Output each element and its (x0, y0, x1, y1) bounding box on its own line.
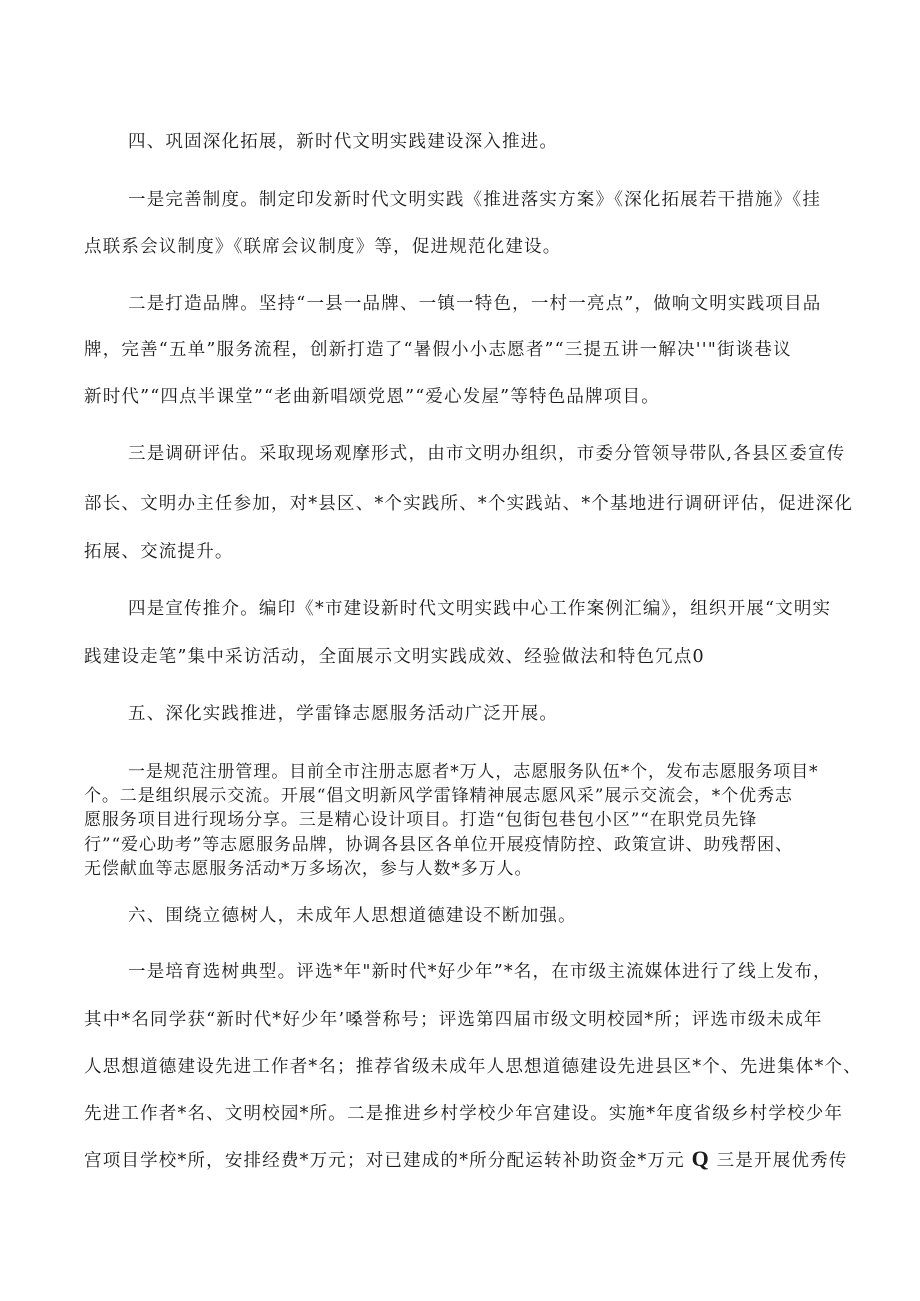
paragraph-line: 新时代”“四点半课堂”“老曲新唱颂党恩”“爱心发屋”等特色品牌项目。 (84, 387, 660, 407)
line-text: 宫项目学校*所，安排经费*万元；对已建成的*所分配运转补助资金*万元 (84, 1151, 685, 1171)
stray-glyph: Q (691, 1146, 710, 1171)
paragraph-line (84, 1146, 848, 1172)
line-text: 三是开展优秀传 (716, 1151, 848, 1171)
paragraph-line: 一是完善制度。制定印发新时代文明实践《推进落实方案》《深化拓展若干措施》《挂 (128, 190, 822, 210)
paragraph-line: 部长、文明办主任参加，对*县区、*个实践所、*个实践站、*个基地进行调研评估，促进深化 (84, 494, 854, 514)
paragraph-line: 拓展、交流提升。 (84, 542, 234, 562)
section-heading-4: 四、巩固深化拓展，新时代文明实践建设深入推进。 (128, 132, 559, 152)
section-heading-5: 五、深化实践推进，学雷锋志愿服务活动广泛开展。 (128, 704, 559, 724)
paragraph-line: 三是调研评估。采取现场观摩形式，由市文明办组织，市委分管领导带队,各县区委宣传 (128, 444, 846, 464)
paragraph-line: 点联系会议制度》《联席会议制度》等，促进规范化建设。 (84, 237, 562, 257)
paragraph-line: 先进工作者*名、文明校园*所。二是推进乡村学校少年宫建设。实施*年度省级乡村学校少年 (84, 1104, 844, 1124)
paragraph-line: 一是规范注册管理。目前全市注册志愿者*万人，志愿服务队伍*个，发布志愿服务项目* (128, 762, 819, 782)
paragraph-line: 牌，完善“五单”服务流程，创新打造了“暑假小小志愿者”“三提五讲一解决''"街谈巷议 (84, 340, 792, 360)
paragraph-line: 无偿献血等志愿服务活动*万多场次，参与人数*多万人。 (84, 859, 533, 879)
paragraph-line: 其中*名同学获“新时代*好少年’嗓誉称号；评选第四届市级文明校园*所；评选市级未成年 (84, 1010, 823, 1030)
paragraph-line: 四是宣传推介。编印《*市建设新时代文明实践中心工作案例汇编》，组织开展“文明实 (128, 599, 832, 619)
paragraph-line: 行”“爱心助考”等志愿服务品牌，协调各县区各单位开展疫情防控、政策宣讲、助残帮困、 (84, 835, 793, 855)
paragraph-line: 愿服务项目进行现场分享。三是精心设计项目。打造“包街包巷包小区”“在职党员先锋 (84, 810, 758, 830)
paragraph-line: 一是培育选树典型。评选*年"新时代*好少年”*名，在市级主流媒体进行了线上发布， (128, 962, 832, 982)
section-heading-6: 六、围绕立德树人，未成年人思想道德建设不断加强。 (128, 906, 577, 926)
paragraph-line: 个。二是组织展示交流。开展“倡文明新风学雷锋精神展志愿风采”展示交流会，*个优秀志 (84, 786, 793, 806)
paragraph-line: 践建设走笔”集中采访活动，全面展示文明实践成效、经验做法和特色冗点0 (84, 647, 705, 667)
paragraph-line: 二是打造品牌。坚持“一县一品牌、一镇一特色，一村一亮点”，做响文明实践项目品 (128, 294, 822, 314)
paragraph-line: 人思想道德建设先进工作者*名；推荐省级未成年人思想道德建设先进县区*个、先进集体*个、 (84, 1057, 862, 1077)
